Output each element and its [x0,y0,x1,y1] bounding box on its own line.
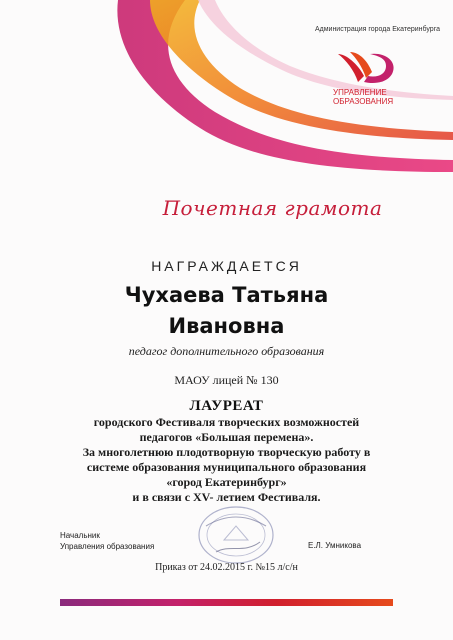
recipient-position: педагог дополнительного образования [128,344,325,358]
signer-title-line-1: Начальник [60,531,100,540]
department-line-2: ОБРАЗОВАНИЯ [333,97,394,106]
award-reason-line: системе образования муниципального образования [86,460,367,474]
award-reason-line: «город Екатеринбург» [166,475,287,489]
department-line-1: УПРАВЛЕНИЕ [333,88,387,97]
award-reason-line: и в связи с XV- летием Фестиваля. [132,490,321,504]
signer-name: Е.Л. Умникова [308,541,362,550]
organization-name: Администрация города Екатеринбурга [314,26,440,33]
department-name [333,88,393,106]
recipient-name-line-2: Ивановна [168,314,285,338]
award-reason [40,415,413,505]
order-reference: Приказ от 24.02.2015 г. №15 л/с/н [155,562,298,573]
signer-title [60,530,154,552]
award-reason-line: городского Фестиваля творческих возможностей [93,415,360,429]
recipient-name-line-1: Чухаева Татьяна [124,283,329,307]
award-reason-line: За многолетнюю плодотворную творческую работу в [82,445,371,459]
awarded-label: НАГРАЖДАЕТСЯ [151,258,302,274]
official-seal-icon [196,504,276,566]
signer-title-line-2: Управления образования [60,542,155,551]
department-logo-icon [336,48,400,88]
award-reason-line: педагогов «Большая перемена». [139,430,314,444]
certificate-title: Почетная грамота [162,196,383,220]
footer-color-bar [60,599,393,606]
laureate-label: ЛАУРЕАТ [189,398,264,414]
recipient-school: МАОУ лицей № 130 [174,373,279,387]
